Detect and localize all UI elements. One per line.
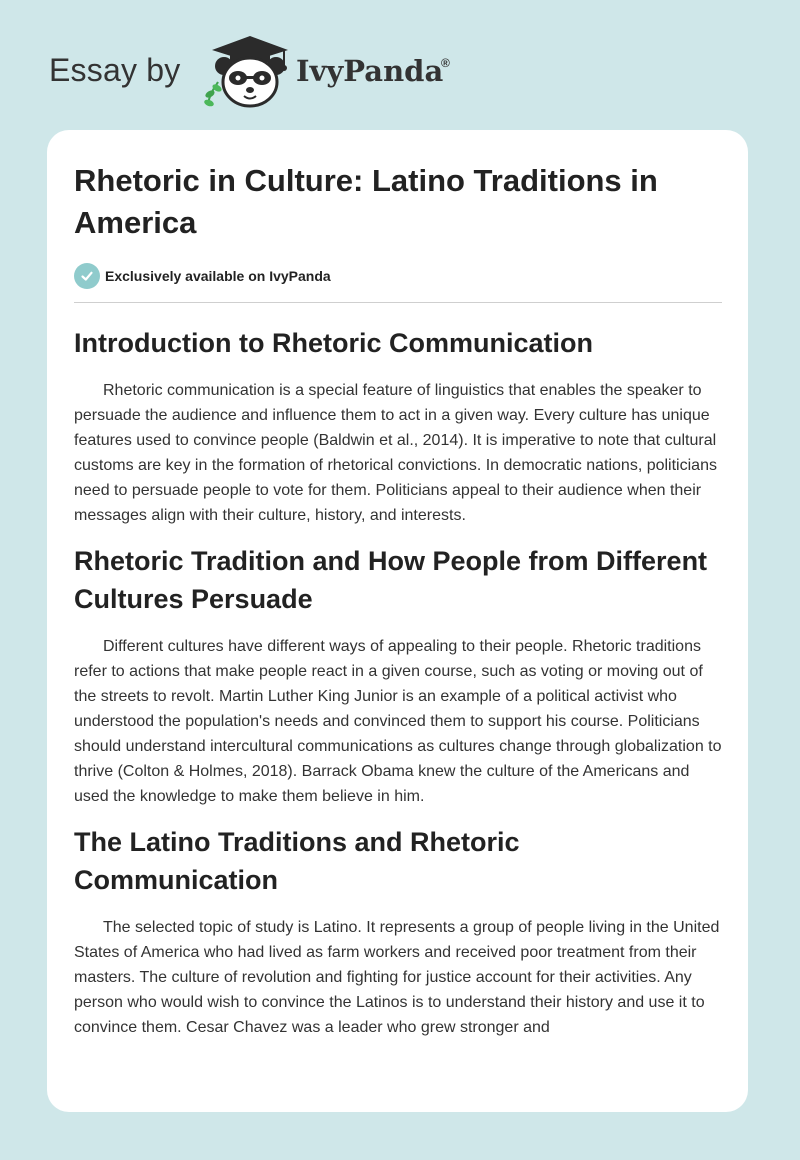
essay-content — [74, 160, 722, 1040]
check-circle-icon — [74, 263, 100, 289]
section-body-introduction: Rhetoric communication is a special feature of linguistics that enables the speaker to persuade the audience and influence them to act in a given way. Every culture has unique features used to convince people (Baldwin et al., 2014). It is imperative to note that cultural customs are key in the formation of rhetorical convictions. In democratic nations, politicians need to persuade people to vote for them. Politicians appeal to their audience when their messages align with their culture, history, and interests. — [74, 382, 717, 524]
site-header — [0, 0, 800, 130]
essay-card — [47, 130, 748, 1112]
essay-title: Rhetoric in Culture: Latino Traditions in America — [74, 163, 658, 240]
section-body-rhetoric-tradition: Different cultures have different ways of appealing to their people. Rhetoric traditions refer to actions that make people react in a given course, such as voting or moving out of the streets to revolt. Martin Luther King Junior is an example of a political activist who understood the population's needs and convinced them to support his course. Politicians should understand intercultural communications as cultures change through globalization to thrive (Colton & Holmes, 2018). Barrack Obama knew the culture of the Americans and used the knowledge to make them believe in him. — [74, 638, 722, 805]
essay-by-label: Essay by — [49, 52, 181, 88]
section-heading-latino-traditions: The Latino Traditions and Rhetoric Communication — [74, 827, 520, 895]
exclusive-label: Exclusively available on IvyPanda — [105, 268, 331, 284]
brand-name[interactable]: IvyPanda — [296, 54, 444, 88]
section-body-latino-traditions: The selected topic of study is Latino. It represents a group of people living in the United States of America who had lived as farm workers and received poor treatment from their masters. The culture of revolution and fighting for justice account for their activities. Any person who would wish to convince the Latinos is to understand their history and use it to convince them. Cesar Chavez was a leader who grew stronger and — [74, 919, 720, 1036]
title-divider — [74, 302, 722, 303]
section-heading-rhetoric-tradition: Rhetoric Tradition and How People from Different Cultures Persuade — [74, 546, 708, 614]
section-heading-introduction: Introduction to Rhetoric Communication — [74, 328, 593, 358]
panda-graduate-logo-icon[interactable] — [200, 32, 300, 112]
registered-mark: ® — [441, 56, 450, 70]
exclusive-badge — [74, 262, 722, 290]
